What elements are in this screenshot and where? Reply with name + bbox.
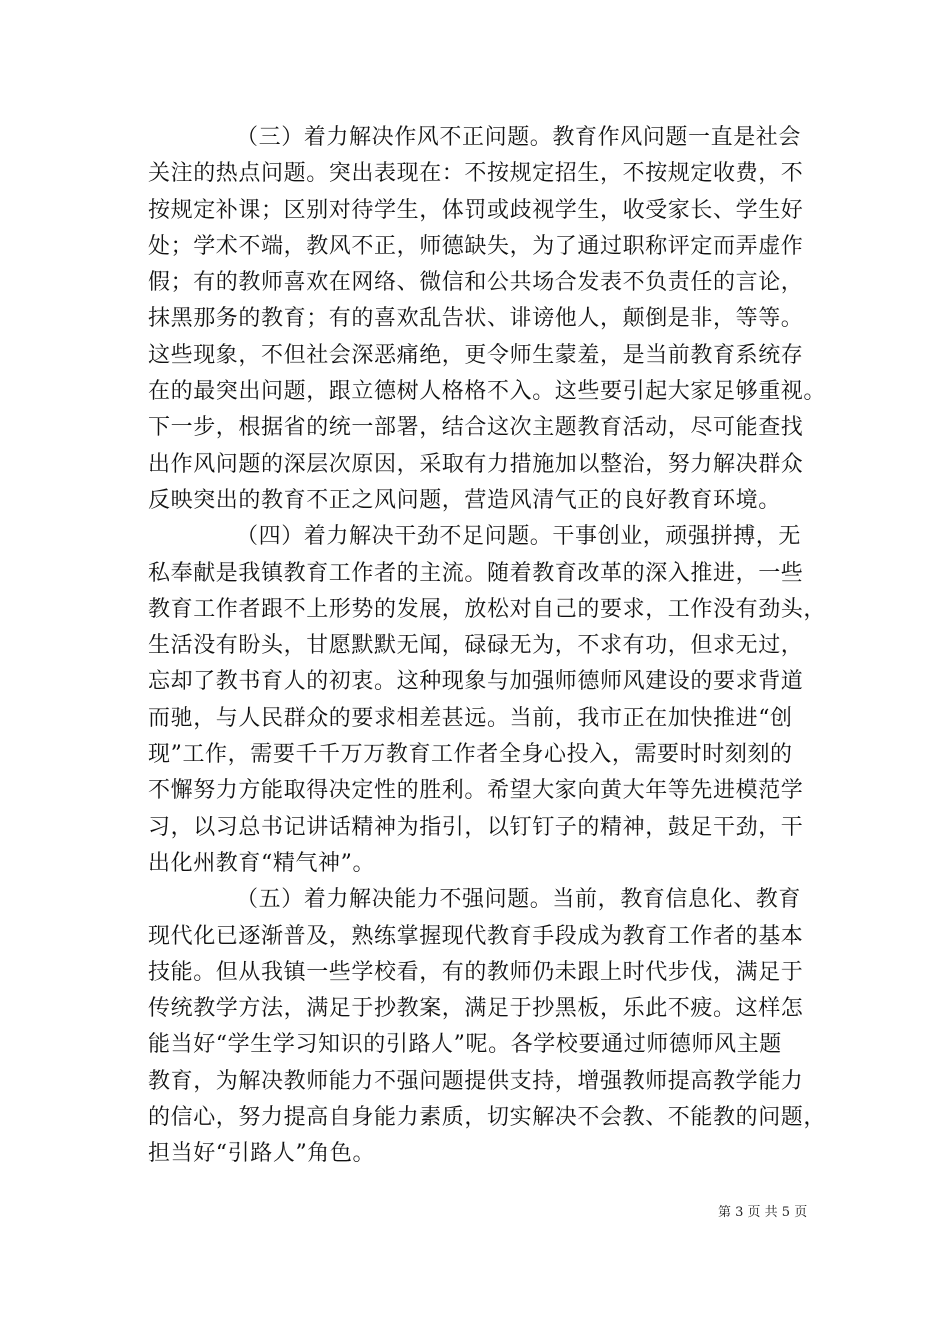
text-line: 假；有的教师喜欢在网络、微信和公共场合发表不负责任的言论，: [148, 270, 804, 296]
paragraph-5-capability: [148, 882, 827, 1172]
text-line: 关注的热点问题。突出表现在：不按规定招生，不按规定收费，不: [148, 161, 804, 187]
text-line: 忘却了教书育人的初衷。这种现象与加强师德师风建设的要求背道: [148, 669, 804, 695]
text-line: 现”工作，需要千千万万教育工作者全身心投入，需要时时刻刻的: [148, 742, 793, 768]
text-line: （五）着力解决能力不强问题。当前，教育信息化、教育: [236, 887, 802, 913]
text-line: 习，以习总书记讲话精神为指引，以钉钉子的精神，鼓足干劲，干: [148, 814, 804, 840]
text-line: 而驰，与人民群众的要求相差甚远。当前，我市正在加快推进“创: [148, 705, 793, 731]
text-line: 教育，为解决教师能力不强问题提供支持，增强教师提高教学能力: [148, 1068, 804, 1094]
document-body: [148, 120, 827, 1173]
text-line: 出作风问题的深层次原因，采取有力措施加以整治，努力解决群众: [148, 451, 804, 477]
text-line: 出化州教育“精气神”。: [148, 850, 376, 876]
text-line: 下一步，根据省的统一部署，结合这次主题教育活动，尽可能查找: [148, 415, 804, 441]
text-line: （三）着力解决作风不正问题。教育作风问题一直是社会: [236, 125, 802, 150]
text-line: 技能。但从我镇一些学校看，有的教师仍未跟上时代步伐，满足于: [148, 959, 804, 985]
paragraph-3-work-style: [148, 120, 827, 519]
text-line: （四）着力解决干劲不足问题。干事创业，顽强拼搏，无: [236, 524, 802, 550]
text-line: 的信心，努力提高自身能力素质，切实解决不会教、不能教的问题，: [148, 1105, 827, 1131]
text-line: 教育工作者跟不上形势的发展，放松对自己的要求，工作没有劲头，: [148, 596, 827, 622]
text-line: 能当好“学生学习知识的引路人”呢。各学校要通过师德师风主题: [148, 1032, 782, 1058]
text-line: 在的最突出问题，跟立德树人格格不入。这些要引起大家足够重视。: [148, 379, 827, 405]
text-line: 处；学术不端，教风不正，师德缺失，为了通过职称评定而弄虚作: [148, 233, 804, 259]
text-line: 抹黑那务的教育；有的喜欢乱告状、诽谤他人，颠倒是非，等等。: [148, 306, 804, 332]
text-line: 按规定补课；区别对待学生，体罚或歧视学生，收受家长、学生好: [148, 197, 804, 223]
text-line: 不懈努力方能取得决定性的胜利。希望大家向黄大年等先进模范学: [148, 778, 804, 804]
page-number: 第 3 页 共 5 页: [718, 1205, 808, 1220]
text-line: 私奉献是我镇教育工作者的主流。随着教育改革的深入推进，一些: [148, 560, 804, 586]
text-line: 传统教学方法，满足于抄教案，满足于抄黑板，乐此不疲。这样怎: [148, 996, 804, 1022]
text-line: 生活没有盼头，甘愿默默无闻，碌碌无为，不求有功，但求无过，: [148, 633, 804, 659]
text-line: 担当好“引路人”角色。: [148, 1141, 376, 1167]
paragraph-4-motivation: [148, 519, 827, 882]
text-line: 现代化已逐渐普及，熟练掌握现代教育手段成为教育工作者的基本: [148, 923, 804, 949]
text-line: 反映突出的教育不正之风问题，营造风清气正的良好教育环境。: [148, 487, 781, 513]
text-line: 这些现象，不但社会深恶痛绝，更令师生蒙羞，是当前教育系统存: [148, 342, 804, 368]
